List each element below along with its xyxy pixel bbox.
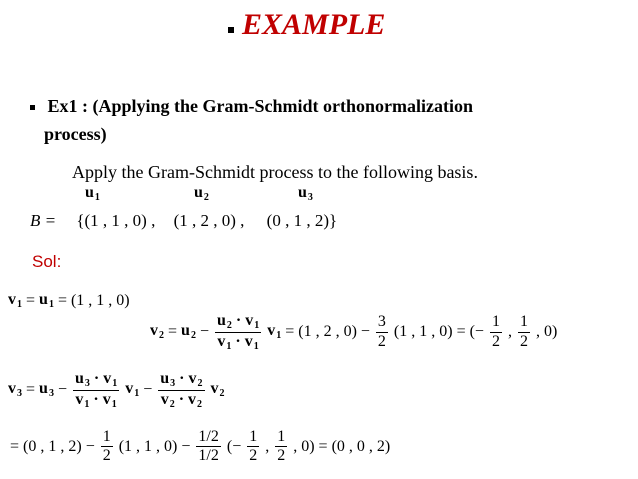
title-bullet-icon bbox=[228, 27, 234, 33]
v3-fraction-2: $\frac{u_3 \cdot v_2}{v_2 \cdot v_2}$ bbox=[160, 370, 203, 410]
u3-label: $u_3$ bbox=[298, 184, 313, 203]
solution-label: Sol: bbox=[32, 252, 62, 271]
u2-label: $u_2$ bbox=[194, 184, 209, 203]
basis-line bbox=[30, 211, 337, 231]
basis-vector-1: {(1 , 1 , 0) , bbox=[76, 211, 156, 230]
basis-vector-2: (1 , 2 , 0) , bbox=[173, 211, 245, 230]
heading-bullet-icon bbox=[30, 105, 35, 110]
heading-text: Ex1 : (Applying the Gram-Schmidt orthonormalization bbox=[47, 96, 473, 116]
v2-fraction: $\frac{u_2 \cdot v_1}{v_1 \cdot v_1}$ bbox=[216, 312, 260, 352]
v3-result: = (0 , 1 , 2) − $\frac{1}{2}$ (1 , 1 , 0) − $\frac{1/2}{1/2}$ (− $\frac{1}{2}$ , $\frac{1}{2}$ , 0) = (0 , 0 , 2) bbox=[10, 428, 391, 465]
v3-equation: $v_3 = u_3$ − $\frac{u_3 \cdot v_1}{v_1 \cdot v_1}$ $v_1$ − $\frac{u_3 \cdot v_2}{v_2 \cdot v_2}$ $v_2$ bbox=[8, 370, 225, 410]
heading-continuation: process) bbox=[44, 124, 107, 144]
u1-label: $u_1$ bbox=[85, 184, 100, 203]
title-row bbox=[228, 8, 385, 42]
problem-heading bbox=[30, 96, 473, 117]
basis-lhs: B = bbox=[30, 211, 57, 230]
basis-vector-3: (0 , 1 , 2)} bbox=[266, 211, 338, 230]
page-title: EXAMPLE bbox=[242, 8, 386, 41]
v2-equation: $v_2 = u_2$ − $\frac{u_2 \cdot v_1}{v_1 \cdot v_1}$ $v_1 = (1$ , 2 , 0) − $\frac{3}{2}$ (1 , 1 , 0) = (− $\frac{1}{2}$ , $\frac{1}{2}$ , 0) bbox=[150, 312, 558, 352]
problem-statement: Apply the Gram-Schmidt process to the following basis. bbox=[72, 162, 478, 182]
v1-equation: $v_1 = u_1 = (1$ , 1 , 0) bbox=[8, 291, 130, 310]
v3-fraction-1: $\frac{u_3 \cdot v_1}{v_1 \cdot v_1}$ bbox=[74, 370, 118, 410]
